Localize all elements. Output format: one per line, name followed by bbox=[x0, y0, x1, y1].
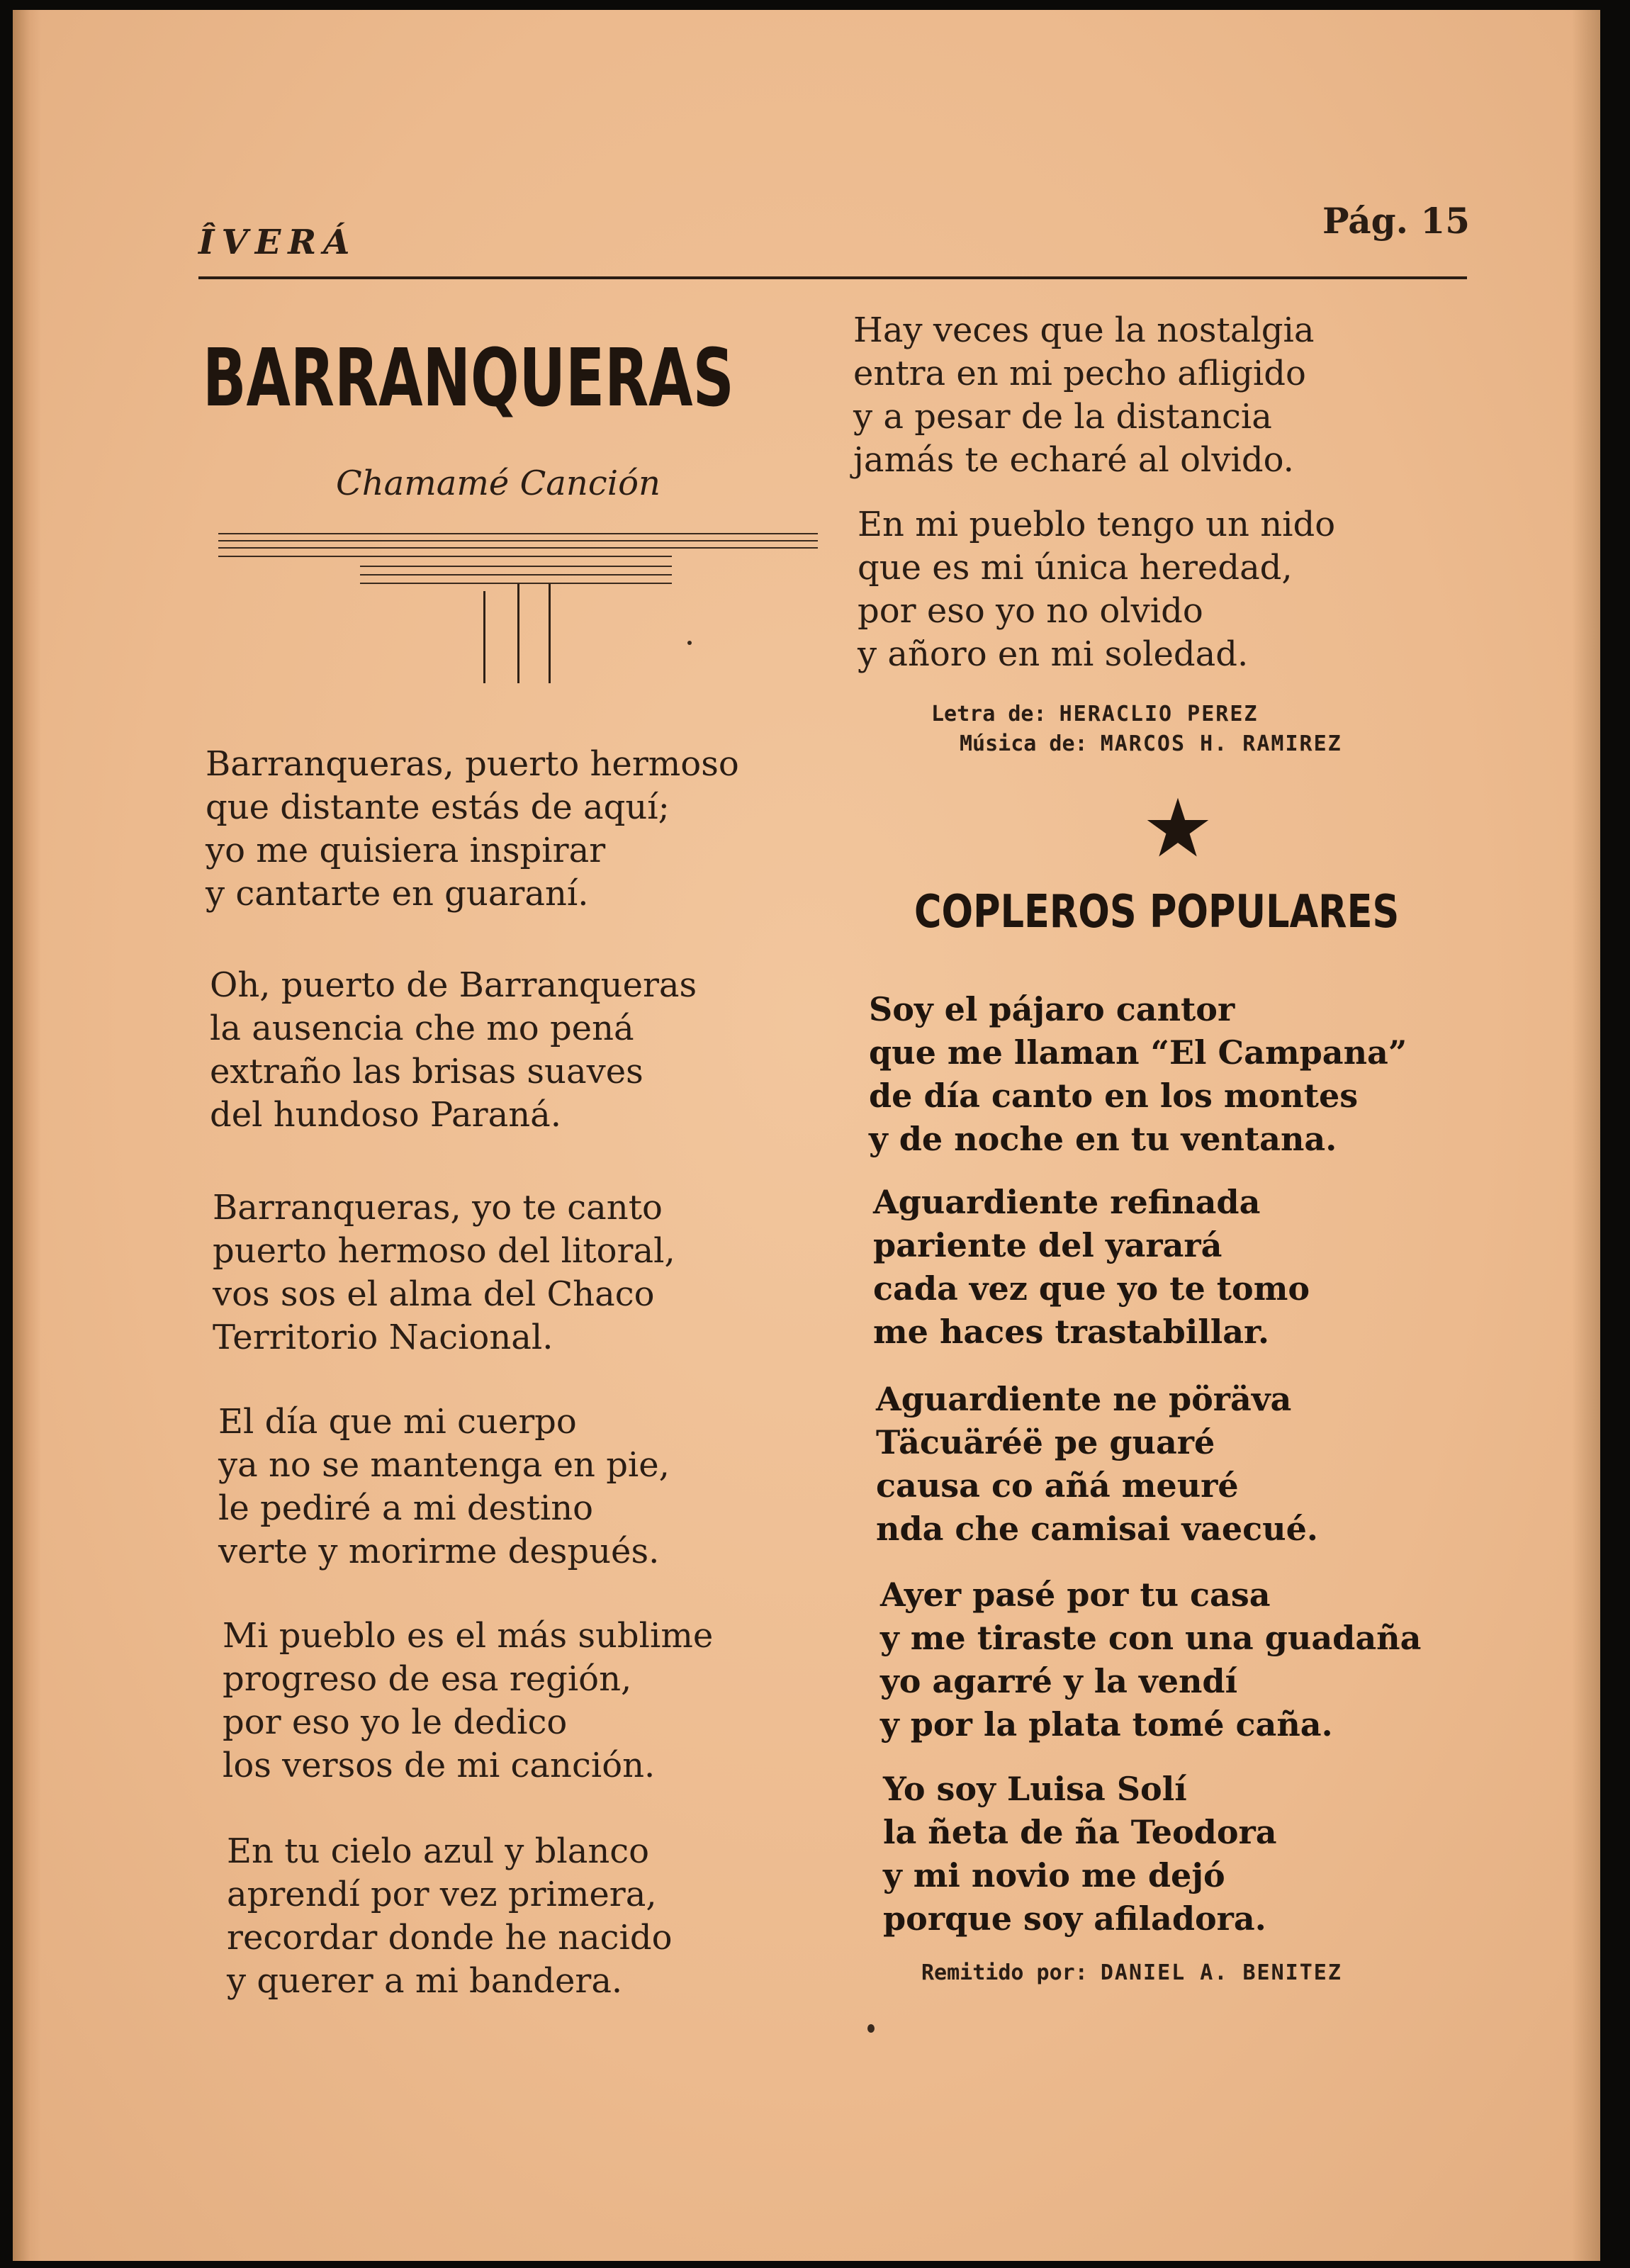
copla-line: yo agarré y la vendí bbox=[880, 1662, 1238, 1700]
song-subtitle: Chamamé Canción bbox=[336, 464, 661, 503]
copla-line: nda che camisai vaecué. bbox=[876, 1510, 1318, 1548]
copla-line: Aguardiente refinada bbox=[873, 1183, 1261, 1221]
credit-musica-name: MARCOS H. RAMIREZ bbox=[1100, 731, 1342, 756]
copla-line: Täcuäréë pe guaré bbox=[876, 1423, 1215, 1461]
verse-line: recordar donde he nacido bbox=[227, 1918, 673, 1958]
verse-line: por eso yo le dedico bbox=[223, 1702, 568, 1742]
star-icon bbox=[1145, 795, 1210, 860]
stanza-4 bbox=[218, 1400, 670, 1573]
verse-line: por eso yo no olvido bbox=[858, 591, 1203, 631]
stanza-2 bbox=[210, 964, 697, 1137]
verse-line: verte y morirme después. bbox=[218, 1532, 660, 1571]
verse-line: Oh, puerto de Barranqueras bbox=[210, 965, 697, 1005]
verse-line: los versos de mi canción. bbox=[223, 1746, 656, 1785]
verse-line: Barranqueras, yo te canto bbox=[213, 1188, 663, 1228]
song-title: BARRANQUERAS bbox=[203, 332, 734, 425]
copla-line: me haces trastabillar. bbox=[873, 1313, 1270, 1351]
header-rule bbox=[198, 276, 1467, 279]
verse-line: y añoro en mi soledad. bbox=[858, 634, 1249, 674]
verse-line: Mi pueblo es el más sublime bbox=[223, 1616, 714, 1656]
verse-line: extraño las brisas suaves bbox=[210, 1052, 643, 1091]
verse-line: vos sos el alma del Chaco bbox=[213, 1274, 655, 1314]
remitido-label: Remitido por: bbox=[921, 1960, 1088, 1985]
copla-line: que me llaman “El Campana” bbox=[869, 1033, 1407, 1072]
copla-line: Aguardiente ne pöräva bbox=[876, 1380, 1292, 1418]
verse-line: le pediré a mi destino bbox=[218, 1488, 594, 1528]
verse-line: entra en mi pecho afligido bbox=[853, 354, 1306, 393]
verse-line: la ausencia che mo pená bbox=[210, 1009, 634, 1048]
copla-line: y mi novio me dejó bbox=[883, 1856, 1225, 1894]
stanza-5 bbox=[223, 1615, 713, 1787]
magazine-page bbox=[13, 10, 1600, 2261]
credit-letra-label: Letra de: bbox=[931, 702, 1047, 726]
verse-line: y cantarte en guaraní. bbox=[206, 874, 589, 914]
copla-line: causa co añá meuré bbox=[876, 1466, 1239, 1505]
page-number: Pág. 15 bbox=[1322, 200, 1471, 242]
verse-line: jamás te echaré al olvido. bbox=[853, 440, 1294, 480]
page-edge-shadow bbox=[1572, 10, 1600, 2261]
copla-1 bbox=[869, 988, 1407, 1161]
copla-line: la ñeta de ña Teodora bbox=[883, 1813, 1277, 1851]
copla-3 bbox=[876, 1378, 1318, 1551]
stanza-7 bbox=[853, 309, 1314, 482]
copla-line: cada vez que yo te tomo bbox=[873, 1269, 1310, 1308]
ink-speck bbox=[687, 641, 692, 645]
stanza-8 bbox=[858, 503, 1335, 676]
verse-line: Barranqueras, puerto hermoso bbox=[206, 744, 739, 784]
credit-musica-label: Música de: bbox=[960, 731, 1088, 756]
verse-line: yo me quisiera inspirar bbox=[206, 831, 606, 870]
verse-line: y querer a mi bandera. bbox=[227, 1961, 623, 2001]
verse-line: del hundoso Paraná. bbox=[210, 1095, 562, 1135]
verse-line: progreso de esa región, bbox=[223, 1659, 632, 1699]
stanza-1 bbox=[206, 743, 739, 916]
verse-line: Territorio Nacional. bbox=[213, 1318, 553, 1357]
ink-speck bbox=[867, 2024, 875, 2033]
magazine-title: ÎVERÁ bbox=[198, 223, 357, 262]
verse-line: Hay veces que la nostalgia bbox=[853, 310, 1315, 350]
copla-line: y me tiraste con una guadaña bbox=[880, 1619, 1422, 1657]
stanza-3 bbox=[213, 1186, 675, 1359]
copla-line: porque soy afiladora. bbox=[883, 1899, 1266, 1938]
remitido-name: DANIEL A. BENITEZ bbox=[1100, 1960, 1342, 1985]
verse-line: puerto hermoso del litoral, bbox=[213, 1231, 675, 1271]
verse-line: aprendí por vez primera, bbox=[227, 1875, 657, 1914]
credit-letra bbox=[931, 702, 1259, 726]
copla-line: de día canto en los montes bbox=[869, 1077, 1359, 1115]
verse-line: que distante estás de aquí; bbox=[206, 787, 670, 827]
verse-line: que es mi única heredad, bbox=[858, 548, 1293, 588]
copla-line: Yo soy Luisa Solí bbox=[883, 1770, 1187, 1808]
verse-line: y a pesar de la distancia bbox=[853, 397, 1272, 437]
copla-line: y por la plata tomé caña. bbox=[880, 1705, 1333, 1744]
copla-line: Soy el pájaro cantor bbox=[869, 990, 1235, 1028]
remitido-credit bbox=[921, 1960, 1342, 1985]
copla-2 bbox=[873, 1181, 1310, 1354]
section-title: COPLEROS POPULARES bbox=[914, 886, 1400, 938]
verse-line: En tu cielo azul y blanco bbox=[227, 1831, 650, 1871]
verse-line: En mi pueblo tengo un nido bbox=[858, 505, 1336, 544]
copla-4 bbox=[880, 1573, 1421, 1746]
verse-line: El día que mi cuerpo bbox=[218, 1402, 577, 1442]
copla-5 bbox=[883, 1768, 1277, 1941]
credit-letra-name: HERACLIO PEREZ bbox=[1059, 702, 1259, 726]
copla-line: Ayer pasé por tu casa bbox=[880, 1576, 1271, 1614]
copla-line: y de noche en tu ventana. bbox=[869, 1120, 1337, 1158]
credit-musica bbox=[960, 731, 1342, 756]
page-spine-shadow bbox=[13, 10, 41, 2261]
verse-line: ya no se mantenga en pie, bbox=[218, 1445, 670, 1485]
copla-line: pariente del yarará bbox=[873, 1226, 1222, 1264]
stanza-6 bbox=[227, 1830, 673, 2003]
